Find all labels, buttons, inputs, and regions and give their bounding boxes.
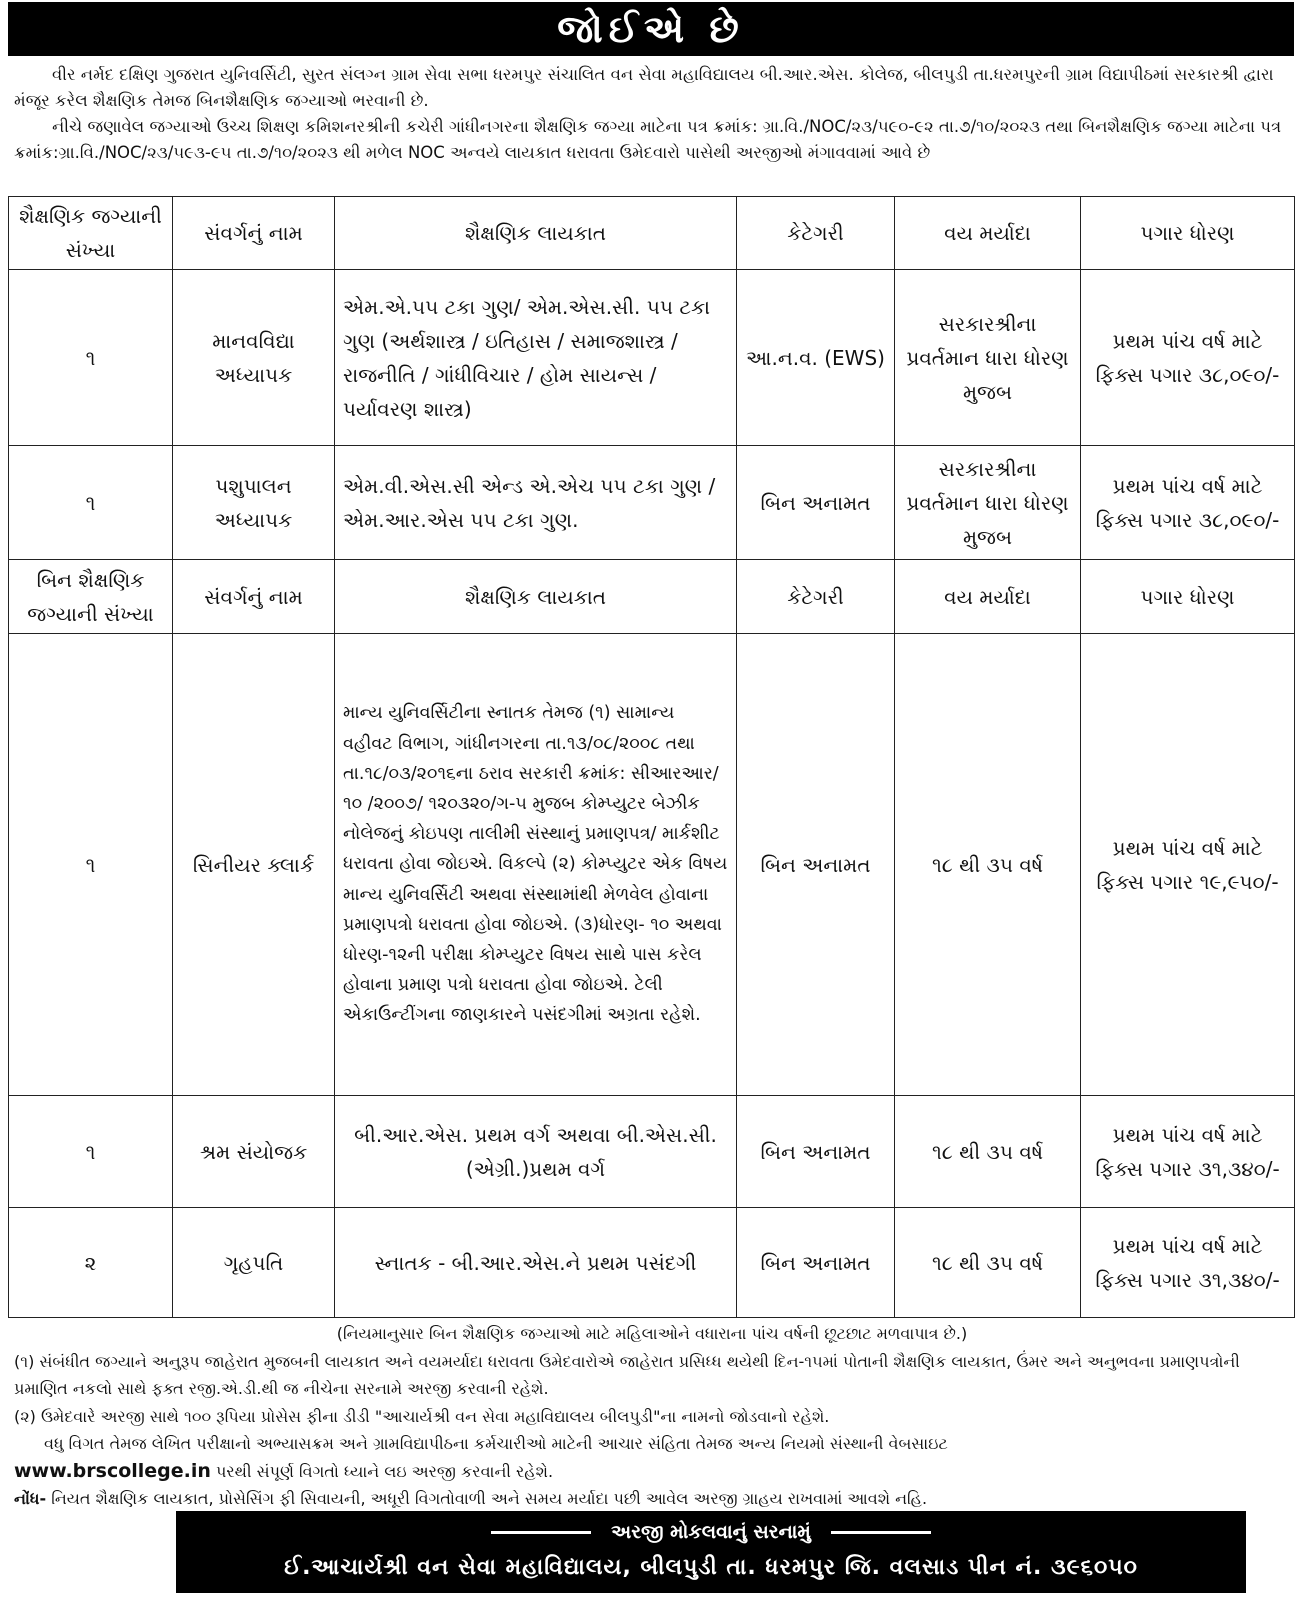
nonteaching-header-row [9,560,1295,634]
post-cadre: માનવવિદ્યા અધ્યાપક [173,270,335,446]
nondh-label: નોંધ- [14,1489,47,1508]
header-count: શૈક્ષણિક જગ્યાની સંખ્યા [9,197,173,270]
header-qualification: શૈક્ષણિક લાયકાત [335,560,737,634]
advertisement-page [8,2,1294,1594]
post-age: ૧૮ થી ૩૫ વર્ષ [895,1208,1081,1318]
post-age: સરકારશ્રીના પ્રવર્તમાન ધારા ધોરણ મુજબ [895,446,1081,560]
post-count: ૧ [9,634,173,1096]
post-cadre: પશુપાલન અધ્યાપક [173,446,335,560]
header-cadre: સંવર્ગનું નામ [173,560,335,634]
address-heading: અરજી મોકલવાનું સરનામું [611,1521,811,1543]
table-row [9,1096,1295,1208]
address-heading-line [176,1515,1246,1549]
post-count: ૧ [9,270,173,446]
post-category: બિન અનામત [737,446,895,560]
post-category: બિન અનામત [737,634,895,1096]
post-qualification: માન્ય યુનિવર્સિટીના સ્નાતક તેમજ (૧) સામાન્ય વહીવટ વિભાગ, ગાંધીનગરના તા.૧૩/૦૮/૨૦૦૮ તથા તા.૧૮/૦૩/૨૦૧૬ના ઠરાવ સરકારી ક્રમાંક: સીઆરઆર/૧૦ /૨૦૦૭/ ૧૨૦૩૨૦/ગ-૫ મુજબ કોમ્પ્યુટર બેઝીક નોલેજનું કોઇપણ તાલીમી સંસ્થાનું પ્રમાણપત્ર/ માર્કશીટ ધરાવતા હોવા જોઇએ. વિકલ્પે (૨) કોમ્પ્યુટર એક વિષય માન્ય યુનિવર્સિટી અથવા સંસ્થામાંથી મેળવેલ હોવાના પ્રમાણપત્રો ધરાવતા હોવા જોઇએ. (૩)ધોરણ- ૧૦ અથવા ધોરણ-૧૨ની પરીક્ષા કોમ્પ્યુટર વિષય સાથે પાસ કરેલ હોવાના પ્રમાણ પત્રો ધરાવતા હોવા જોઇએ. ટેલી એકાઉન્ટીંગના જાણકારને પસંદગીમાં અગ્રતા રહેશે. [335,634,737,1096]
table-row [9,1208,1295,1318]
post-count: ૧ [9,446,173,560]
nondh-text: નિયત શૈક્ષણિક લાયકાત, પ્રોસેસિંગ ફી સિવાયની, અધૂરી વિગતોવાળી અને સમય મર્યાદા પછી આવેલ અરજી ગ્રાહય રાખવામાં આવશે નહિ. [51,1489,928,1508]
header-category: કેટેગરી [737,197,895,270]
post-pay: પ્રથમ પાંચ વર્ષ માટે ફિક્સ પગાર ૩૮,૦૯૦/- [1081,270,1295,446]
address-footer [176,1511,1246,1593]
divider [831,1531,931,1534]
website-line [14,1458,1290,1486]
note-1: (૧) સંબંધીત જગ્યાને અનુરૂપ જાહેરાત મુજબની લાયકાત અને વયમર્યાદા ધરાવતા ઉમેદવારોએ જાહેરાત પ્રસિધ્ધ થયેથી દિન-૧૫માં પોતાની શૈક્ષણિક લાયકાત, ઉંમર અને અનુભવના પ્રમાણપત્રોની પ્રમાણિત નકલો સાથે ફક્ત રજી.એ.ડી.થી જ નીચેના સરનામે અરજી કરવાની રહેશે. [14,1351,1240,1398]
note-2: (૨) ઉમેદવારે અરજી સાથે ૧૦૦ રૂપિયા પ્રોસેસ ફીના ડીડી "આચાર્યશ્રી વન સેવા મહાવિદ્યાલય બીલપુડી"ના નામનો જોડવાનો રહેશે. [14,1406,830,1426]
header-qualification: શૈક્ષણિક લાયકાત [335,197,737,270]
table-row [9,270,1295,446]
post-qualification: બી.આર.એસ. પ્રથમ વર્ગ અથવા બી.એસ.સી.(એગ્રી.)પ્રથમ વર્ગ [335,1096,737,1208]
post-cadre: શ્રમ સંયોજક [173,1096,335,1208]
title-banner [8,2,1294,56]
women-relaxation-note: (નિયમાનુસાર બિન શૈક્ષણિક જગ્યાઓ માટે મહિલાઓને વધારાના પાંચ વર્ષની છૂટછાટ મળવાપાત્ર છે.) [336,1324,968,1343]
post-category: બિન અનામત [737,1208,895,1318]
post-pay: પ્રથમ પાંચ વર્ષ માટે ફિક્સ પગાર ૩૧,૩૪૦/- [1081,1208,1295,1318]
post-category: આ.ન.વ. (EWS) [737,270,895,446]
header-age: વય મર્યાદા [895,560,1081,634]
more-info-note: વધુ વિગત તેમજ લેખિત પરીક્ષાનો અભ્યાસક્રમ અને ગ્રામવિદ્યાપીઠના કર્મચારીઓ માટેની આચાર સંહિતા તેમજ અન્ય નિયમો સંસ્થાની વેબસાઇટ [44,1434,948,1453]
post-count: ૧ [9,1096,173,1208]
teaching-header-row [9,197,1295,270]
post-qualification: એમ.વી.એસ.સી એન્ડ એ.એચ ૫૫ ટકા ગુણ /એમ.આર.એસ ૫૫ ટકા ગુણ. [335,446,737,560]
divider [491,1531,591,1534]
header-pay: પગાર ધોરણ [1081,197,1295,270]
post-pay: પ્રથમ પાંચ વર્ષ માટે ફિક્સ પગાર ૩૮,૦૯૦/- [1081,446,1295,560]
header-count: બિન શૈક્ષણિક જગ્યાની સંખ્યા [9,560,173,634]
table-row [9,634,1295,1096]
address-text: ઈ.આચાર્યશ્રી વન સેવા મહાવિદ્યાલય, બીલપુડી તા. ધરમપુર જિ. વલસાડ પીન નં. ૩૯૬૦૫૦ [284,1555,1138,1580]
post-age: ૧૮ થી ૩૫ વર્ષ [895,634,1081,1096]
post-qualification: સ્નાતક - બી.આર.એસ.ને પ્રથમ પસંદગી [335,1208,737,1318]
website-suffix: પરથી સંપૂર્ણ વિગતો ધ્યાને લઇ અરજી કરવાની રહેશે. [216,1461,554,1481]
table-row [9,446,1295,560]
intro-text [14,62,1290,166]
header-cadre: સંવર્ગનું નામ [173,197,335,270]
website-link[interactable]: www.brscollege.in [14,1459,211,1482]
post-qualification: એમ.એ.૫૫ ટકા ગુણ/ એમ.એસ.સી. ૫૫ ટકા ગુણ (અર્થશાસ્ત્ર / ઇતિહાસ / સમાજશાસ્ત્ર / રાજનીતિ / ગાંધીવિચાર / હોમ સાયન્સ / પર્યાવરણ શાસ્ત્ર) [335,270,737,446]
intro-paragraph-1: વીર નર્મદ દક્ષિણ ગુજરાત યુનિવર્સિટી, સુરત સંલગ્ન ગ્રામ સેવા સભા ધરમપુર સંચાલિત વન સેવા મહાવિદ્યાલય બી.આર.એસ. કોલેજ, બીલપુડી તા.ધરમપુરની ગ્રામ વિદ્યાપીઠમાં સરકારશ્રી દ્વારા મંજૂર કરેલ શૈક્ષણિક તેમજ બિનશૈક્ષણિક જગ્યાઓ ભરવાની છે. [14,65,1274,110]
post-category: બિન અનામત [737,1096,895,1208]
post-pay: પ્રથમ પાંચ વર્ષ માટે ફિક્સ પગાર ૧૯,૯૫૦/- [1081,634,1295,1096]
header-age: વય મર્યાદા [895,197,1081,270]
post-cadre: ગૃહપતિ [173,1208,335,1318]
post-age: ૧૮ થી ૩૫ વર્ષ [895,1096,1081,1208]
post-cadre: સિનીયર ક્લાર્ક [173,634,335,1096]
post-age: સરકારશ્રીના પ્રવર્તમાન ધારા ધોરણ મુજબ [895,270,1081,446]
header-category: કેટેગરી [737,560,895,634]
intro-paragraph-2: નીચે જણાવેલ જગ્યાઓ ઉચ્ચ શિક્ષણ કમિશનરશ્રીની કચેરી ગાંધીનગરના શૈક્ષણિક જગ્યા માટેના પત્ર ક્રમાંક: ગ્રા.વિ./NOC/૨૩/૫૯૦-૯૨ તા.૭/૧૦/૨૦૨૩ તથા બિનશૈક્ષણિક જગ્યા માટેના પત્ર ક્રમાંક:ગ્રા.વિ./NOC/૨૩/૫૯૩-૯૫ તા.૭/૧૦/૨૦૨૩ થી મળેલ NOC અન્વયે લાયકાત ધરાવતા ઉમેદવારો પાસેથી અરજીઓ મંગાવવામાં આવે છે [14,117,1282,162]
notes-section [14,1320,1290,1513]
posts-table [8,196,1295,1318]
header-pay: પગાર ધોરણ [1081,560,1295,634]
nondh-note [14,1485,1290,1513]
post-pay: પ્રથમ પાંચ વર્ષ માટે ફિક્સ પગાર ૩૧,૩૪૦/- [1081,1096,1295,1208]
page-title: જોઈએ છે [557,7,745,51]
post-count: ૨ [9,1208,173,1318]
